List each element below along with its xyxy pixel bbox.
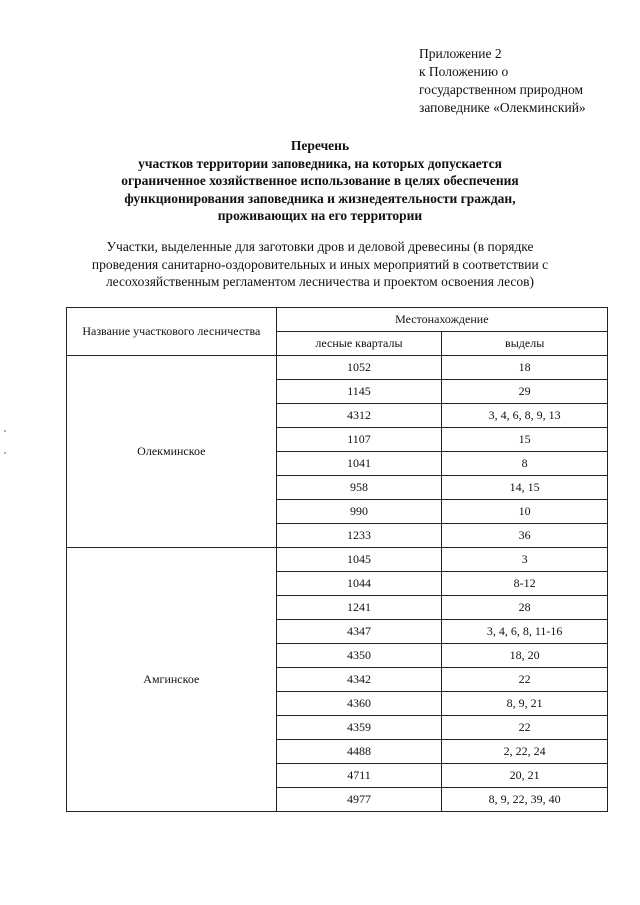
forestry-name-cell: Амгинское bbox=[67, 548, 277, 812]
header-plots: выделы bbox=[442, 332, 608, 356]
quarter-cell: 1052 bbox=[276, 356, 442, 380]
appendix-line: Приложение 2 bbox=[419, 46, 502, 61]
plots-cell: 10 bbox=[442, 500, 608, 524]
title-line: Перечень bbox=[290, 138, 350, 153]
plots-cell: 8 bbox=[442, 452, 608, 476]
table-row bbox=[67, 356, 608, 380]
quarter-cell: 4347 bbox=[276, 620, 442, 644]
plots-cell: 18, 20 bbox=[442, 644, 608, 668]
quarter-cell: 1044 bbox=[276, 572, 442, 596]
quarter-cell: 4488 bbox=[276, 740, 442, 764]
plots-cell: 2, 22, 24 bbox=[442, 740, 608, 764]
quarter-cell: 1233 bbox=[276, 524, 442, 548]
appendix-line: заповеднике «Олекминский» bbox=[419, 100, 586, 115]
plots-cell: 3, 4, 6, 8, 9, 13 bbox=[442, 404, 608, 428]
scan-speck bbox=[4, 430, 6, 432]
scan-speck bbox=[4, 452, 6, 454]
plots-cell: 29 bbox=[442, 380, 608, 404]
quarter-cell: 4342 bbox=[276, 668, 442, 692]
subtitle-line: лесохозяйственным регламентом лесничества и проектом освоения лесов) bbox=[105, 274, 535, 289]
quarter-cell: 990 bbox=[276, 500, 442, 524]
forestry-name-cell: Олекминское bbox=[67, 356, 277, 548]
plots-cell: 8, 9, 21 bbox=[442, 692, 608, 716]
quarter-cell: 1045 bbox=[276, 548, 442, 572]
title-line: ограниченное хозяйственное использование в целях обеспечения bbox=[121, 173, 519, 188]
quarter-cell: 4350 bbox=[276, 644, 442, 668]
quarter-cell: 1107 bbox=[276, 428, 442, 452]
plots-cell: 20, 21 bbox=[442, 764, 608, 788]
header-forest-quarters: лесные кварталы bbox=[276, 332, 442, 356]
plots-cell: 22 bbox=[442, 668, 608, 692]
title-line: участков территории заповедника, на которых допускается bbox=[138, 155, 502, 171]
title-line: функционирования заповедника и жизнедеятельности граждан, bbox=[124, 190, 516, 206]
subtitle-line: проведения санитарно-оздоровительных и иных мероприятий в соответствии с bbox=[91, 256, 549, 272]
plots-cell: 8-12 bbox=[442, 572, 608, 596]
quarter-cell: 4711 bbox=[276, 764, 442, 788]
quarter-cell: 4312 bbox=[276, 404, 442, 428]
document-title bbox=[40, 137, 600, 225]
subtitle-line: Участки, выделенные для заготовки дров и деловой древесины (в порядке bbox=[106, 239, 534, 254]
title-line: проживающих на его территории bbox=[217, 208, 423, 223]
appendix-line: государственном природном bbox=[419, 82, 584, 97]
appendix-line: к Положению о bbox=[419, 64, 509, 79]
quarter-cell: 4977 bbox=[276, 788, 442, 812]
plots-cell: 15 bbox=[442, 428, 608, 452]
plots-cell: 36 bbox=[442, 524, 608, 548]
quarter-cell: 958 bbox=[276, 476, 442, 500]
forest-plots-table bbox=[66, 307, 608, 812]
plots-cell: 3 bbox=[442, 548, 608, 572]
plots-cell: 22 bbox=[442, 716, 608, 740]
table-row bbox=[67, 548, 608, 572]
quarter-cell: 1241 bbox=[276, 596, 442, 620]
plots-cell: 28 bbox=[442, 596, 608, 620]
quarter-cell: 1041 bbox=[276, 452, 442, 476]
header-location: Местонахождение bbox=[276, 308, 607, 332]
plots-cell: 18 bbox=[442, 356, 608, 380]
header-forestry-name: Название участкового лесничества bbox=[67, 308, 277, 356]
appendix-note bbox=[419, 45, 586, 117]
quarter-cell: 1145 bbox=[276, 380, 442, 404]
quarter-cell: 4359 bbox=[276, 716, 442, 740]
document-subtitle bbox=[40, 238, 600, 291]
plots-cell: 14, 15 bbox=[442, 476, 608, 500]
plots-cell: 8, 9, 22, 39, 40 bbox=[442, 788, 608, 812]
plots-cell: 3, 4, 6, 8, 11-16 bbox=[442, 620, 608, 644]
quarter-cell: 4360 bbox=[276, 692, 442, 716]
